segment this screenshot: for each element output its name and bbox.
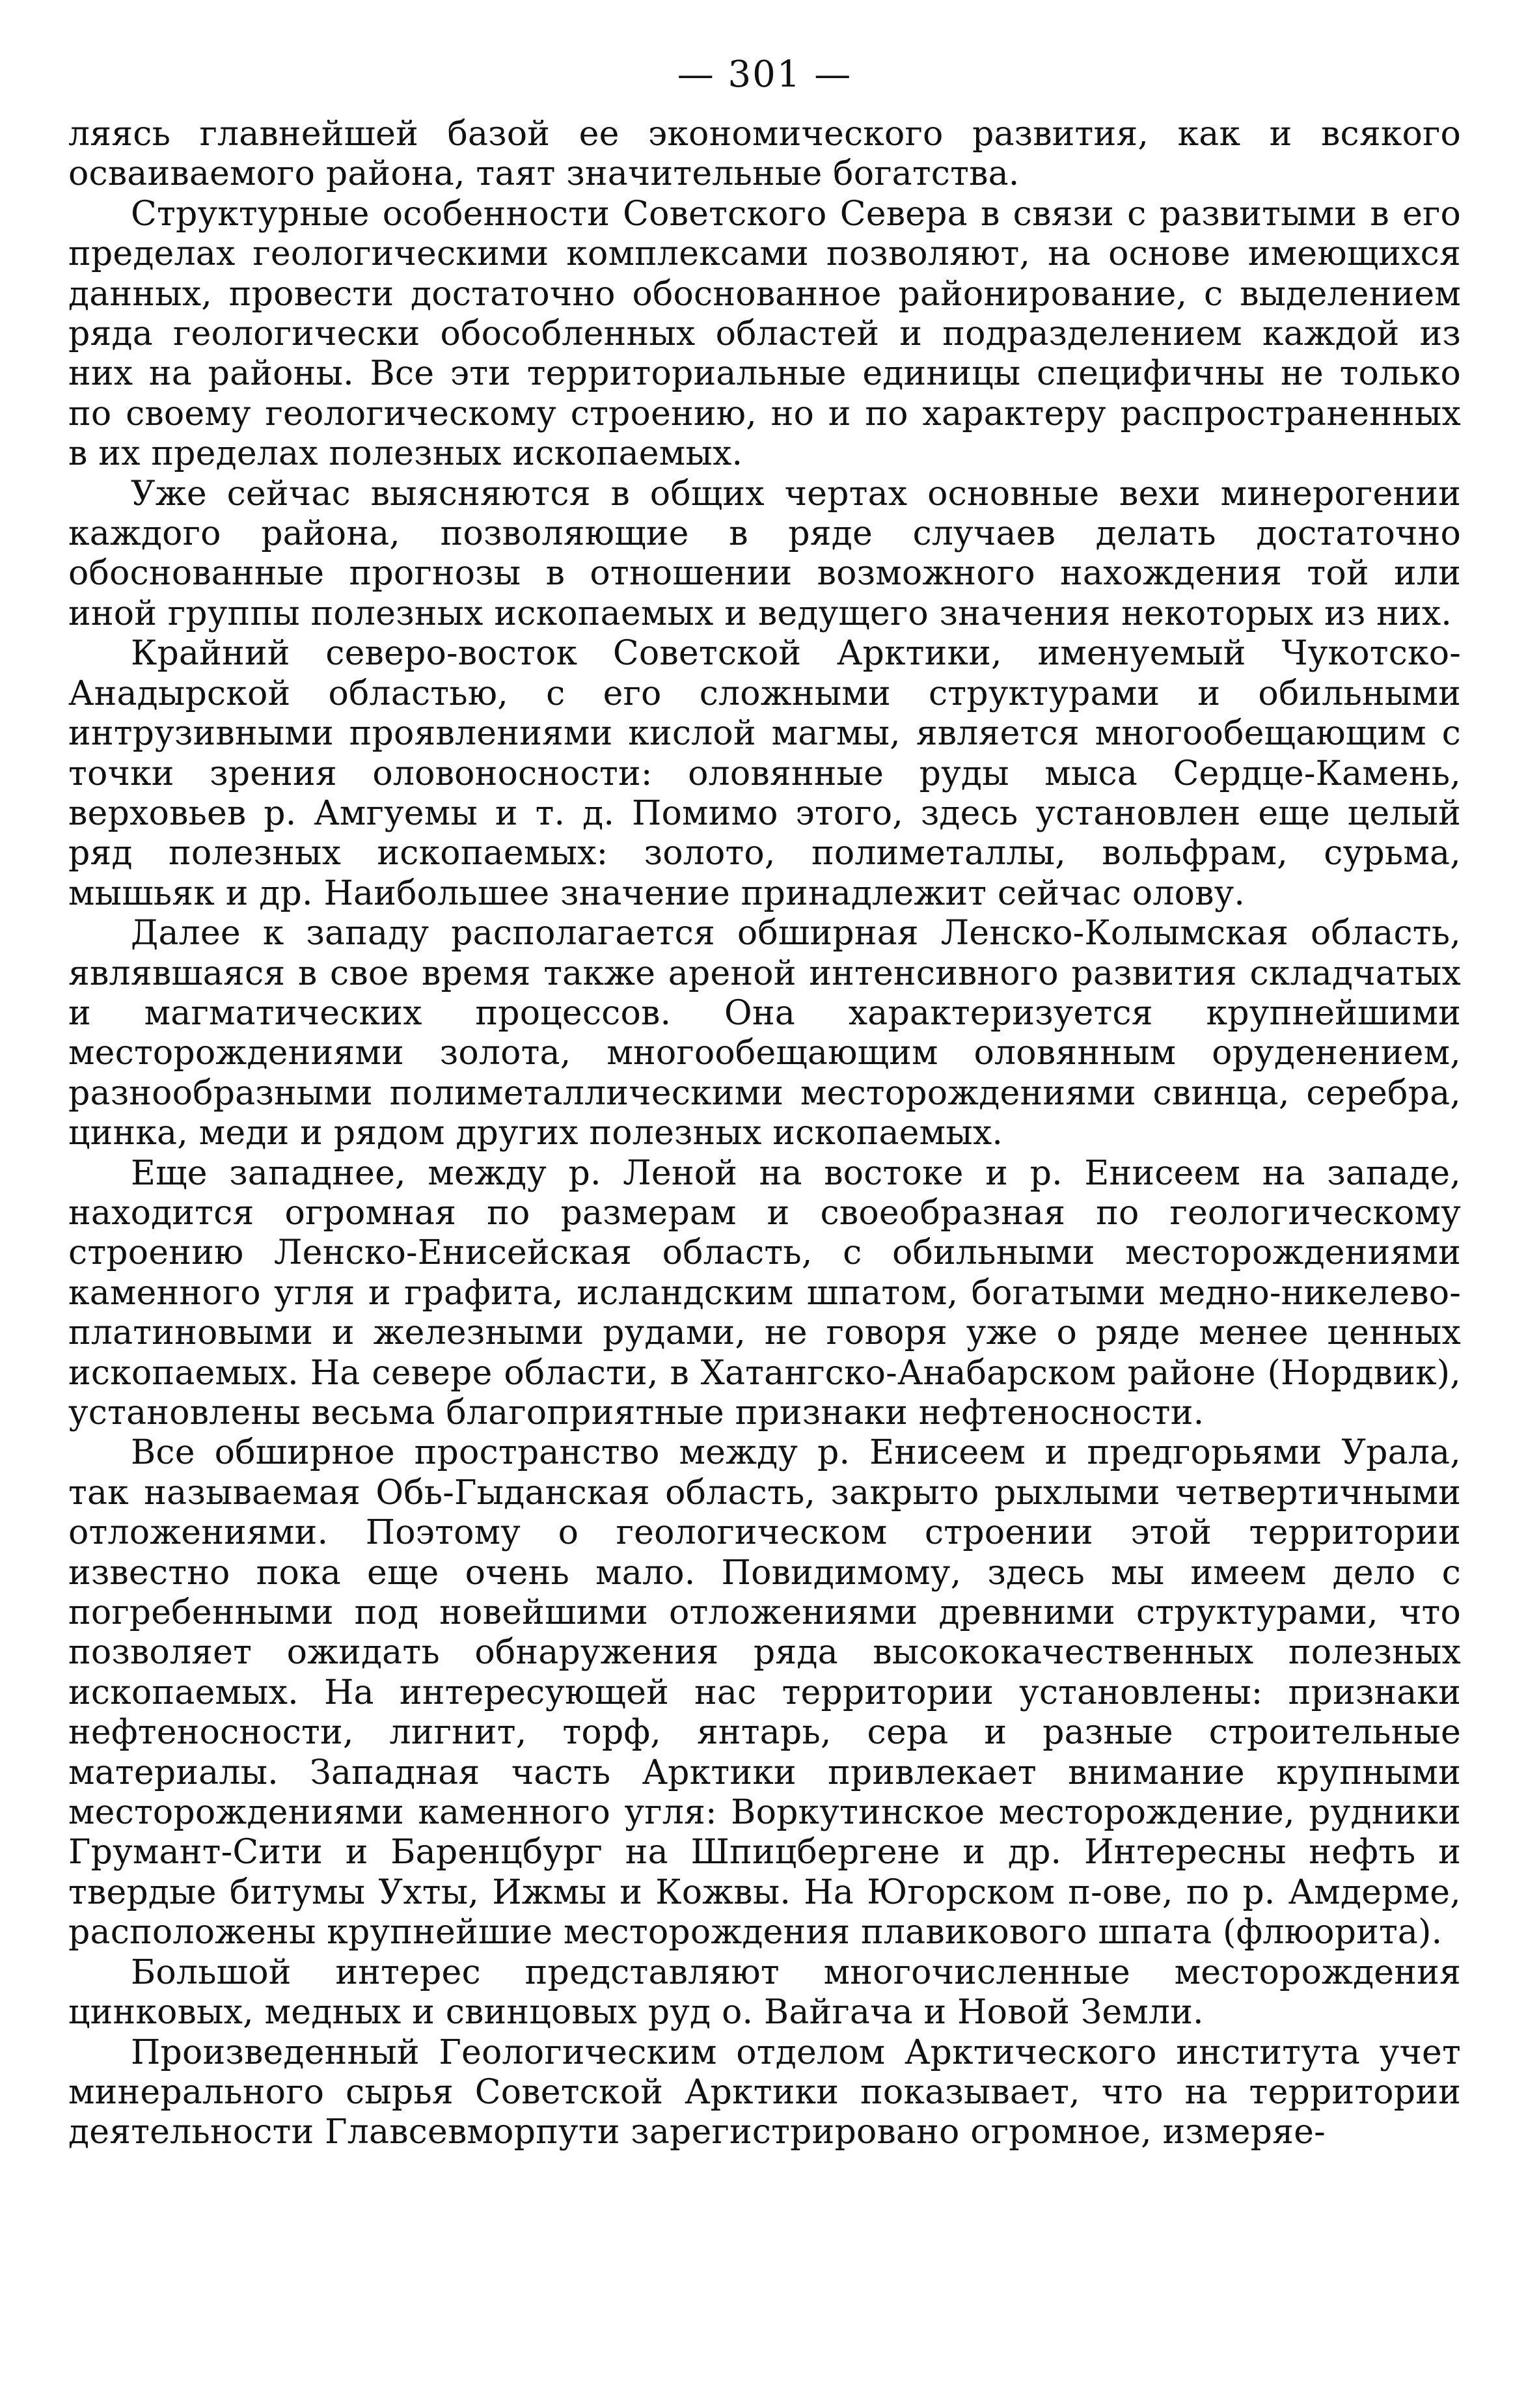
paragraph-ob-gydan: Все обширное пространство между р. Енисеем и предгорьями Урала, так называемая Обь-Гыданская область, закрыто рыхлыми четвертичными отложениями. Поэтому о геологическом строении этой территории известно пока еще очень мало. Повидимому, здесь мы имеем дело с погребенными под новейшими отложениями древними структурами, что позволяет ожидать обнаружения ряда высококачественных полезных ископаемых. На интересующей нас территории установлены: признаки нефтеносности, лигнит, торф, янтарь, сера и разные строительные материалы. Западная часть Арктики привлекает внимание крупными месторождениями каменного угля: Воркутинское месторождение, рудники Грумант-Сити и Баренцбург на Шпицбергене и др. Интересны нефть и твердые битумы Ухты, Ижмы и Кожвы. На Югорском п-ове, по р. Амдерме, расположены крупнейшие месторождения плавикового шпата (флюорита). xyxy=(68,1433,1461,1952)
paragraph-minerogeny: Уже сейчас выясняются в общих чертах основные вехи минерогении каждого района, позволяющие в ряде случаев делать достаточно обоснованные прогнозы в отношении возможного нахождения той или иной группы полезных ископаемых и ведущего значения некоторых из них. xyxy=(68,474,1461,633)
paragraph-continuation: ляясь главнейшей базой ее экономического развития, как и всякого осваиваемого района, таят значительные богатства. xyxy=(68,115,1461,194)
paragraph-structural-features: Структурные особенности Советского Севера в связи с развитыми в его пределах геологическими комплексами позволяют, на основе имеющихся данных, провести достаточно обоснованное районирование, с выделением ряда геологически обособленных областей и подразделением каждой из них на районы. Все эти территориальные единицы специфичны не только по своему геологическому строению, но и по характеру распространенных в их пределах полезных ископаемых. xyxy=(68,194,1461,474)
document-page xyxy=(68,39,1461,2382)
paragraph-lena-kolyma: Далее к западу располагается обширная Ленско-Колымская область, являвшаяся в свое время также ареной интенсивного развития складчатых и магматических процессов. Она характеризуется крупнейшими месторождениями золота, многообещающим оловянным оруденением, разнообразными полиметаллическими месторождениями свинца, серебра, цинка, меди и рядом других полезных ископаемых. xyxy=(68,914,1461,1153)
page-number: — 301 — xyxy=(677,53,852,96)
paragraph-mineral-survey: Произведенный Геологическим отделом Арктического института учет минерального сырья Советской Арктики показывает, что на территории деятельности Главсевморпути зарегистрировано огромное, измеряе- xyxy=(68,2032,1461,2152)
paragraph-chukotka-anadyr: Крайний северо-восток Советской Арктики, именуемый Чукотско-Анадырской областью, с его сложными структурами и обильными интрузивными проявлениями кислой магмы, является многообещающим с точки зрения оловоносности: оловянные руды мыса Сердце-Камень, верховьев р. Амгуемы и т. д. Помимо этого, здесь установлен еще целый ряд полезных ископаемых: золото, полиметаллы, вольфрам, сурьма, мышьяк и др. Наибольшее значение принадлежит сейчас олову. xyxy=(68,634,1461,913)
paragraph-vaygach-novaya-zemlya: Большой интерес представляют многочисленные месторождения цинковых, медных и свинцовых руд о. Вайгача и Новой Земли. xyxy=(68,1952,1461,2032)
paragraph-lena-yenisei: Еще западнее, между р. Леной на востоке и р. Енисеем на западе, находится огромная по размерам и своеобразная по геологическому строению Ленско-Енисейская область, с обильными месторождениями каменного угля и графита, исландским шпатом, богатыми медно-никелево-платиновыми и железными рудами, не говоря уже о ряде менее ценных ископаемых. На севере области, в Хатангско-Анабарском районе (Нордвик), установлены весьма благоприятные признаки нефтеносности. xyxy=(68,1153,1461,1432)
